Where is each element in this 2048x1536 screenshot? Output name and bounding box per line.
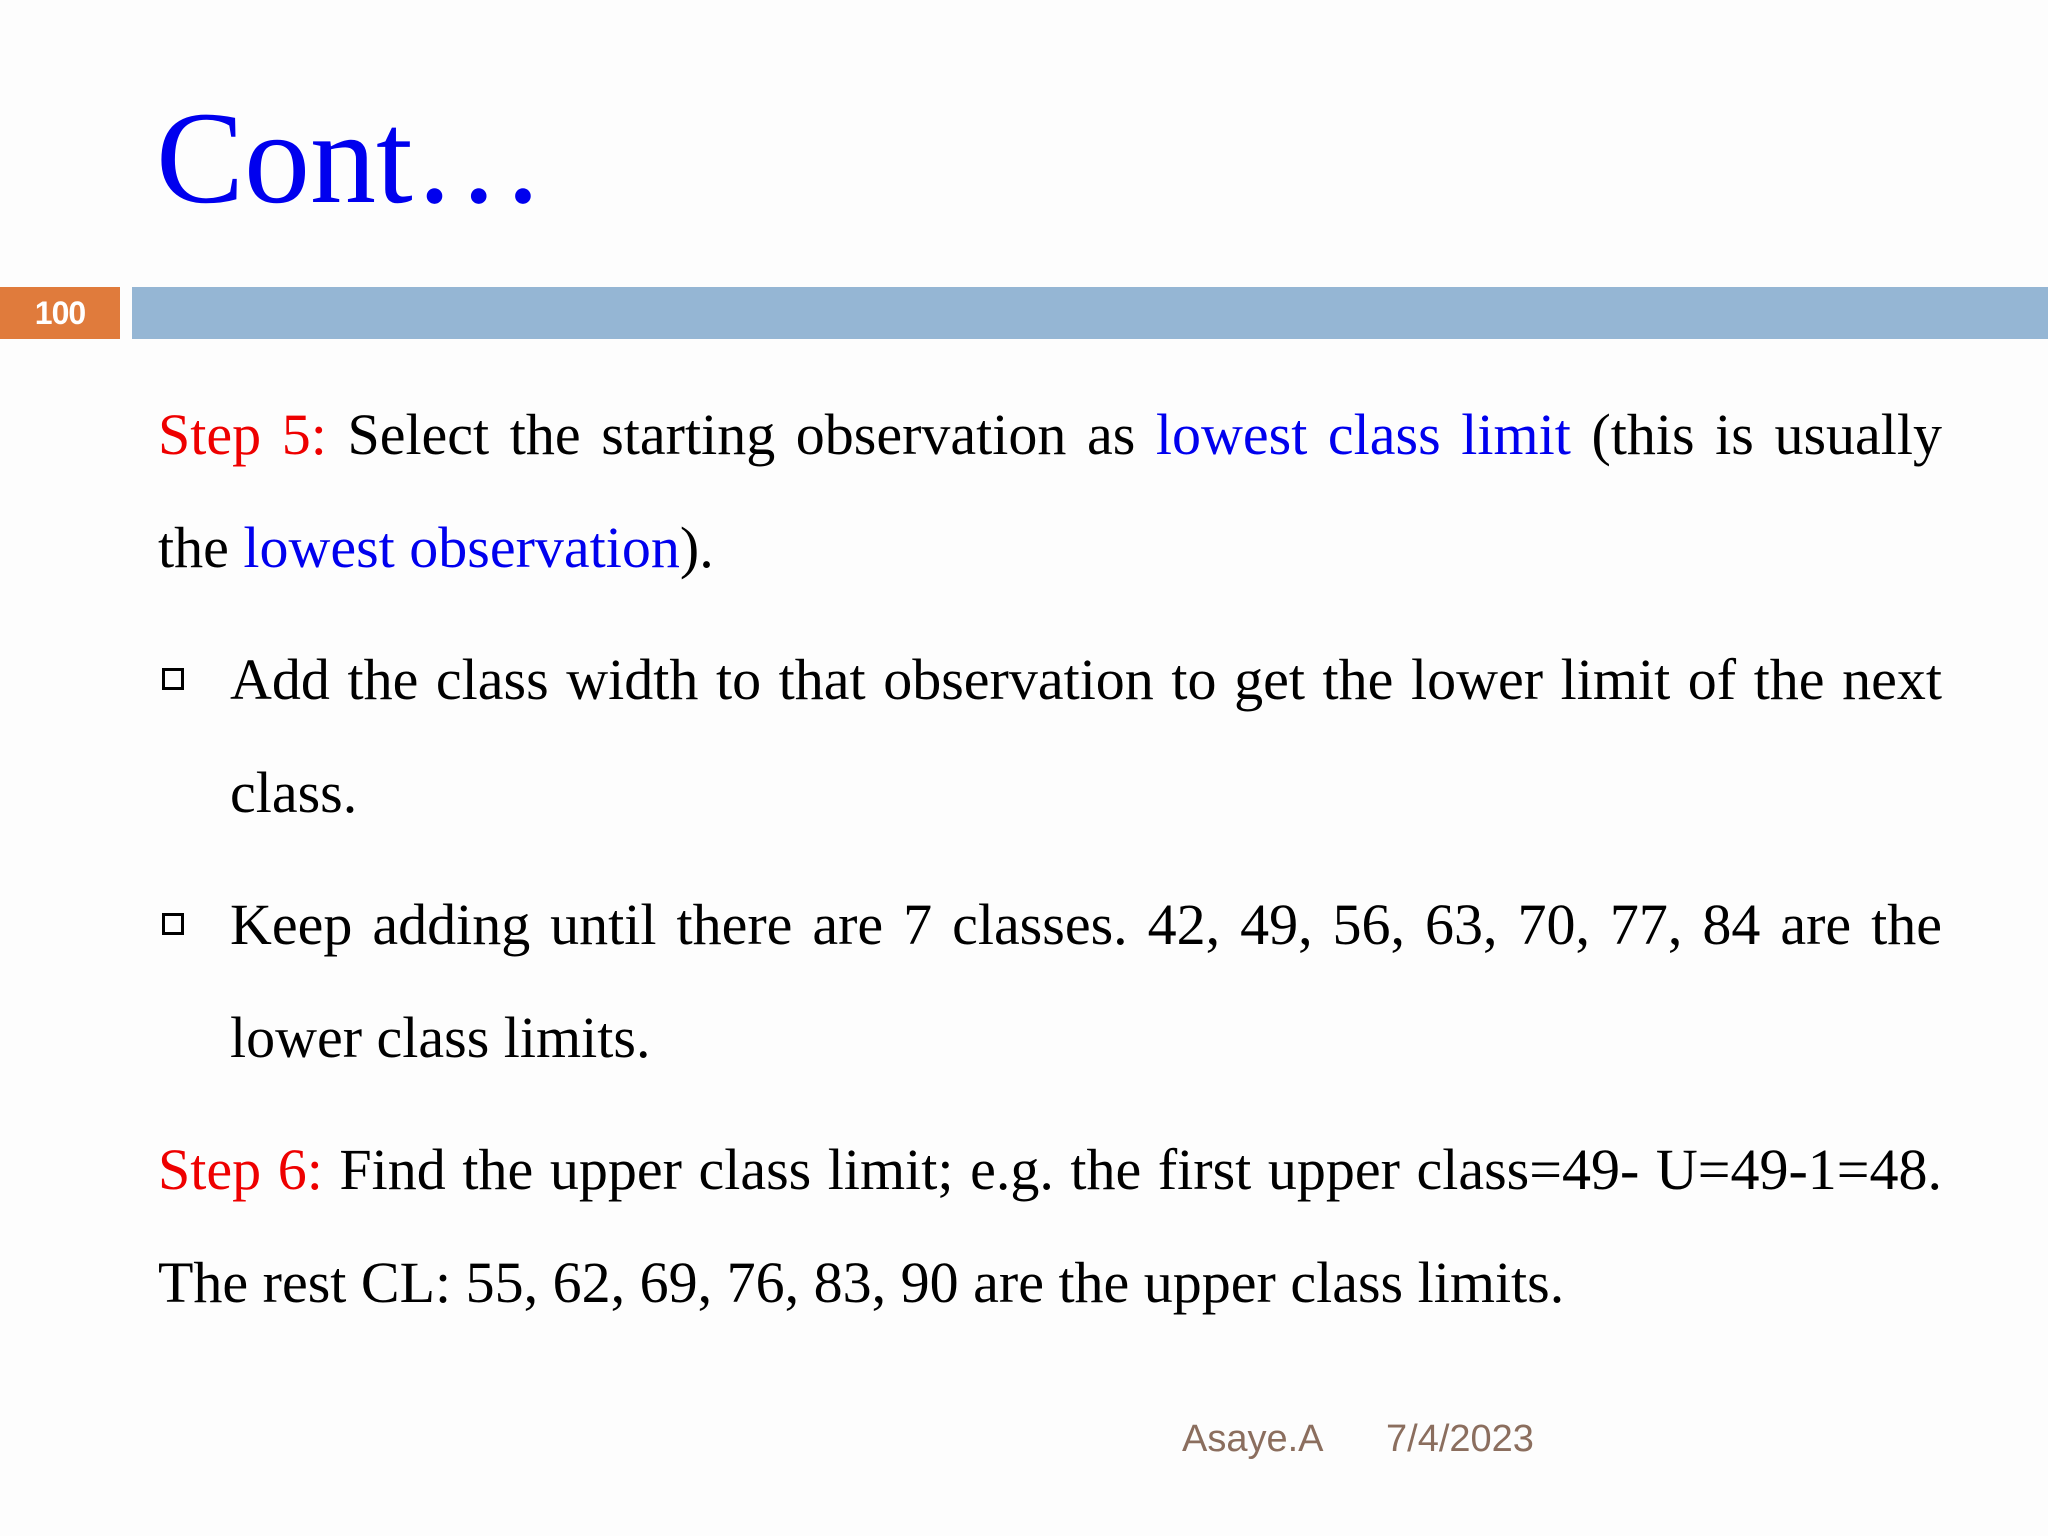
slide-title: Cont…: [156, 84, 545, 231]
footer-author: Asaye.A: [1182, 1418, 1324, 1460]
square-bullet-icon: [162, 913, 184, 935]
step5-text-1: Select the starting observation as: [326, 402, 1156, 467]
step5-paragraph: [158, 378, 1942, 604]
step5-highlight-lowest-class-limit: lowest class limit: [1155, 402, 1571, 467]
step6-text: Find the upper class limit; e.g. the first upper class=49- U=49-1=48. The rest CL: 55, 62, 69, 76, 83, 90 are the upper class limits.: [158, 1137, 1942, 1315]
step5-text-3: ).: [679, 515, 714, 580]
bullet-text-1: Add the class width to that observation to get the lower limit of the next class.: [230, 647, 1942, 825]
step6-paragraph: [158, 1113, 1942, 1339]
step6-label: Step 6:: [158, 1137, 323, 1202]
step5-highlight-lowest-observation: lowest observation: [243, 515, 680, 580]
bullet-text-2: Keep adding until there are 7 classes. 42, 49, 56, 63, 70, 77, 84 are the lower class limits.: [230, 892, 1942, 1070]
footer-date: 7/4/2023: [1386, 1418, 1534, 1460]
bullet-item-2: [158, 868, 1942, 1094]
step5-text-2: (this is usually the: [158, 402, 1943, 580]
bullet-item-1: [158, 623, 1942, 849]
slide-number-badge: 100: [0, 287, 120, 339]
square-bullet-icon: [162, 668, 184, 690]
title-rule-bar: [132, 287, 2048, 339]
step5-label: Step 5:: [158, 402, 327, 467]
